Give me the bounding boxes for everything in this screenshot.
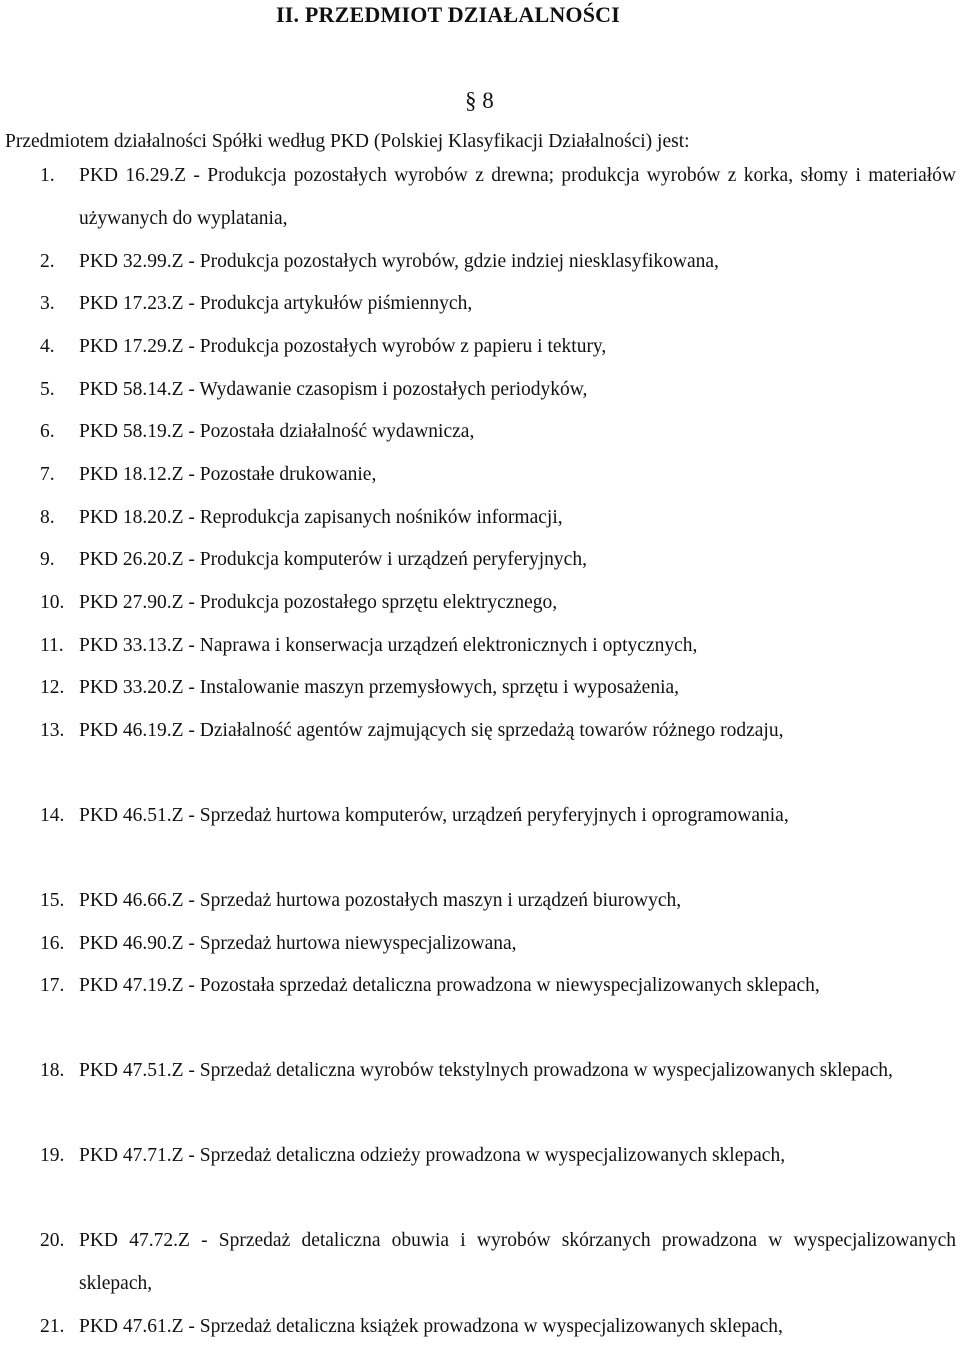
list-item-number: 16. xyxy=(40,933,65,954)
list-item xyxy=(40,923,956,966)
list-item-text: PKD 17.23.Z - Produkcja artykułów piśmiennych, xyxy=(79,293,473,314)
list-item-number: 19. xyxy=(40,1145,65,1166)
list-item-text: PKD 18.20.Z - Reprodukcja zapisanych nośników informacji, xyxy=(79,507,563,528)
list-item xyxy=(40,241,956,284)
chapter-heading: II. PRZEDMIOT DZIAŁALNOŚCI xyxy=(276,2,621,27)
list-item-text: PKD 46.19.Z - Działalność agentów zajmujących się sprzedażą towarów różnego rodzaju, xyxy=(79,720,784,741)
list-item xyxy=(40,1135,956,1178)
list-item xyxy=(40,283,956,326)
list-item xyxy=(40,326,956,369)
list-item-text: PKD 47.71.Z - Sprzedaż detaliczna odzieży prowadzona w wyspecjalizowanych sklepach, xyxy=(79,1145,786,1166)
list-item-text: PKD 47.72.Z - Sprzedaż detaliczna obuwia i wyrobów skórzanych prowadzona w wyspecjalizowanych sklepach, xyxy=(79,1230,956,1294)
list-item-text: PKD 58.14.Z - Wydawanie czasopism i pozostałych periodyków, xyxy=(79,379,588,400)
list-item-number: 20. xyxy=(40,1230,65,1251)
list-item-number: 13. xyxy=(40,720,65,741)
list-item xyxy=(40,625,956,668)
list-item xyxy=(40,1306,956,1349)
list-item-text: PKD 26.20.Z - Produkcja komputerów i urządzeń peryferyjnych, xyxy=(79,549,587,570)
list-item xyxy=(40,1220,956,1305)
list-item-text: PKD 32.99.Z - Produkcja pozostałych wyrobów, gdzie indziej niesklasyfikowana, xyxy=(79,251,719,272)
list-item xyxy=(40,454,956,497)
list-item-text: PKD 58.19.Z - Pozostała działalność wydawnicza, xyxy=(79,421,475,442)
list-item xyxy=(40,795,956,838)
list-item-number: 6. xyxy=(40,421,55,442)
list-item-number: 11. xyxy=(40,635,64,656)
list-item-text: PKD 46.51.Z - Sprzedaż hurtowa komputerów, urządzeń peryferyjnych i oprogramowania, xyxy=(79,805,789,826)
list-item-text: PKD 46.90.Z - Sprzedaż hurtowa niewyspecjalizowana, xyxy=(79,933,517,954)
list-item-number: 7. xyxy=(40,464,55,485)
list-item-text: PKD 27.90.Z - Produkcja pozostałego sprzętu elektrycznego, xyxy=(79,592,558,613)
list-item xyxy=(40,497,956,540)
list-item xyxy=(40,582,956,625)
list-item-number: 1. xyxy=(40,165,55,186)
list-item-number: 9. xyxy=(40,549,55,570)
list-item-number: 17. xyxy=(40,975,65,996)
list-item xyxy=(40,411,956,454)
list-item-text: PKD 33.20.Z - Instalowanie maszyn przemysłowych, sprzętu i wyposażenia, xyxy=(79,677,680,698)
list-item xyxy=(40,667,956,710)
list-item-text: PKD 47.61.Z - Sprzedaż detaliczna książek prowadzona w wyspecjalizowanych sklepach, xyxy=(79,1316,783,1337)
list-item-number: 8. xyxy=(40,507,55,528)
list-item xyxy=(40,965,956,1008)
list-item-text: PKD 18.12.Z - Pozostałe drukowanie, xyxy=(79,464,377,485)
list-item-number: 12. xyxy=(40,677,65,698)
list-item-text: PKD 47.51.Z - Sprzedaż detaliczna wyrobów tekstylnych prowadzona w wyspecjalizowanych sklepach, xyxy=(79,1060,893,1081)
list-item-text: PKD 16.29.Z - Produkcja pozostałych wyrobów z drewna; produkcja wyrobów z korka, słomy i materiałów używanych do wyplatania, xyxy=(79,165,956,229)
section-number: § 8 xyxy=(465,88,494,113)
list-item-number: 10. xyxy=(40,592,65,613)
list-item xyxy=(40,369,956,412)
list-item-number: 21. xyxy=(40,1316,65,1337)
list-item-number: 18. xyxy=(40,1060,65,1081)
list-item-text: PKD 47.19.Z - Pozostała sprzedaż detaliczna prowadzona w niewyspecjalizowanych sklepach, xyxy=(79,975,820,996)
list-item xyxy=(40,710,956,753)
list-item-number: 15. xyxy=(40,890,65,911)
list-item-text: PKD 46.66.Z - Sprzedaż hurtowa pozostałych maszyn i urządzeń biurowych, xyxy=(79,890,682,911)
intro-paragraph: Przedmiotem działalności Spółki według PKD (Polskiej Klasyfikacji Działalności) jest: xyxy=(5,131,690,152)
list-item-text: PKD 17.29.Z - Produkcja pozostałych wyrobów z papieru i tektury, xyxy=(79,336,607,357)
list-item-number: 4. xyxy=(40,336,55,357)
list-item xyxy=(40,539,956,582)
list-item xyxy=(40,155,956,240)
list-item-number: 5. xyxy=(40,379,55,400)
list-item xyxy=(40,880,956,923)
list-item-text: PKD 33.13.Z - Naprawa i konserwacja urządzeń elektronicznych i optycznych, xyxy=(79,635,698,656)
list-item-number: 2. xyxy=(40,251,55,272)
list-item-number: 14. xyxy=(40,805,65,826)
list-item xyxy=(40,1050,956,1093)
list-item-number: 3. xyxy=(40,293,55,314)
